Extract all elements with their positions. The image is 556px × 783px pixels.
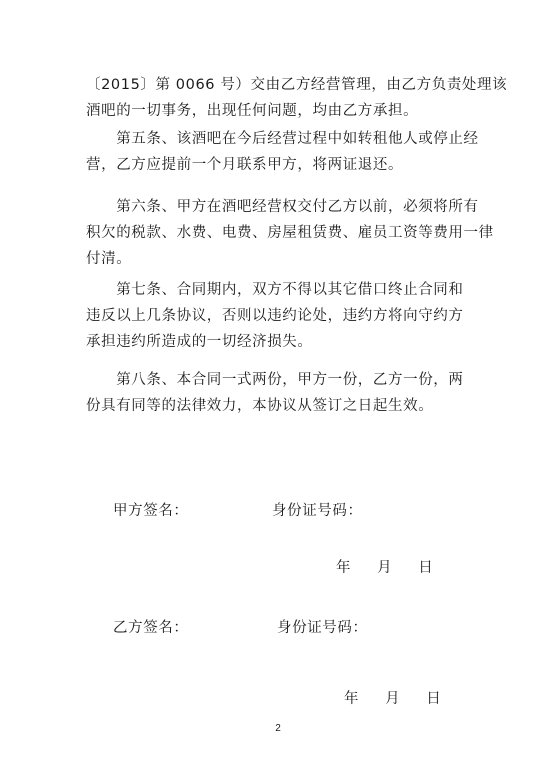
text-line: 积欠的税款、水费、电费、房屋租赁费、雇员工资等费用一律 [86, 225, 494, 241]
text-line: 第八条、本合同一式两份，甲方一份，乙方一份，两 [86, 372, 464, 388]
text-line: 违反以上几条协议，否则以违约论处，违约方将向守约方 [86, 308, 464, 324]
text-line: 第五条、该酒吧在今后经营过程中如转租他人或停止经 [86, 131, 479, 147]
text-line: 酒吧的一切事务，出现任何问题，均由乙方承担。 [86, 103, 419, 119]
date-month: 月 [385, 691, 400, 707]
party-b-signature-label: 乙方签名： [113, 620, 189, 636]
paragraph-article-7 [86, 277, 470, 355]
date-year: 年 [344, 691, 359, 707]
text-line: 〔2015〕第 0066 号）交由乙方经营管理，由乙方负责处理该 [86, 77, 508, 93]
party-a-id-label: 身份证号码： [272, 503, 363, 519]
date-year: 年 [336, 560, 351, 576]
party-b-date [344, 687, 441, 708]
text-line: 营，乙方应提前一个月联系甲方，将两证退还。 [86, 157, 404, 173]
text-line: 份具有同等的法律效力，本协议从签订之日起生效。 [86, 398, 434, 414]
text-line: 第六条、甲方在酒吧经营权交付乙方以前，必须将所有 [86, 199, 479, 215]
text-line: 承担违约所造成的一切经济损失。 [86, 334, 313, 350]
paragraph-article-8 [86, 367, 470, 419]
date-month: 月 [377, 560, 392, 576]
date-day: 日 [418, 560, 433, 576]
text-line: 第七条、合同期内，双方不得以其它借口终止合同和 [86, 282, 464, 298]
page-number: 2 [275, 723, 281, 734]
paragraph-continuation [86, 72, 508, 124]
paragraph-article-5 [86, 126, 479, 178]
text-line: 付清。 [86, 251, 132, 267]
party-a-signature-label: 甲方签名： [113, 503, 189, 519]
party-b-id-label: 身份证号码： [277, 620, 368, 636]
date-day: 日 [426, 691, 441, 707]
paragraph-article-6 [86, 194, 494, 272]
party-a-date [336, 556, 433, 577]
